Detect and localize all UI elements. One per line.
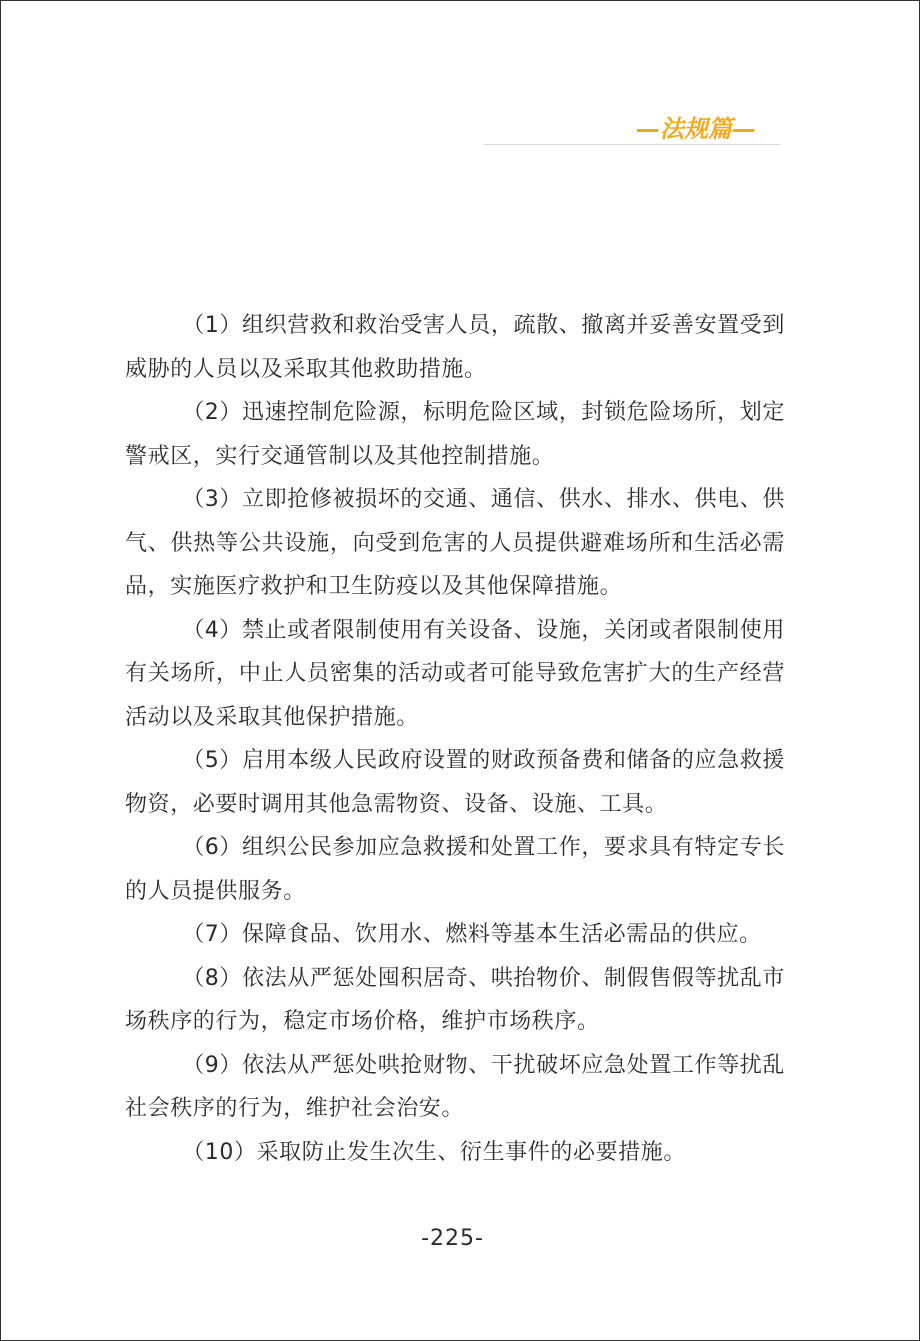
- body-text: [125, 304, 785, 1174]
- paragraph-item-10: （10）采取防止发生次生、衍生事件的必要措施。: [182, 1139, 686, 1165]
- paragraph-item-2: （2）迅速控制危险源，标明危险区域，封锁危险场所，划定警戒区，实行交通管制以及其他控制措施。: [125, 400, 785, 469]
- header-divider: [484, 144, 780, 145]
- paragraph-item-8: （8）依法从严惩处囤积居奇、哄抬物价、制假售假等扰乱市场秩序的行为，稳定市场价格，维护市场秩序。: [125, 965, 785, 1034]
- paragraph-item-7: （7）保障食品、饮用水、燃料等基本生活必需品的供应。: [182, 922, 762, 947]
- section-title: —法规篇—: [636, 115, 756, 143]
- paragraph-item-6: （6）组织公民参加应急救援和处置工作，要求具有特定专长的人员提供服务。: [125, 835, 785, 904]
- page-number: -225-: [421, 1226, 484, 1251]
- paragraph-item-1: （1）组织营救和救治受害人员，疏散、撤离并妥善安置受到威胁的人员以及采取其他救助措施。: [125, 313, 785, 382]
- paragraph-item-4: （4）禁止或者限制使用有关设备、设施，关闭或者限制使用有关场所，中止人员密集的活动或者可能导致危害扩大的生产经营活动以及采取其他保护措施。: [125, 617, 785, 730]
- paragraph-item-9: （9）依法从严惩处哄抢财物、干扰破坏应急处置工作等扰乱社会秩序的行为，维护社会治安。: [125, 1052, 785, 1121]
- paragraph-item-5: （5）启用本级人民政府设置的财政预备费和储备的应急救援物资，必要时调用其他急需物资、设备、设施、工具。: [125, 748, 785, 817]
- paragraph-item-3: （3）立即抢修被损坏的交通、通信、供水、排水、供电、供气、供热等公共设施，向受到危害的人员提供避难场所和生活必需品，实施医疗救护和卫生防疫以及其他保障措施。: [125, 487, 785, 599]
